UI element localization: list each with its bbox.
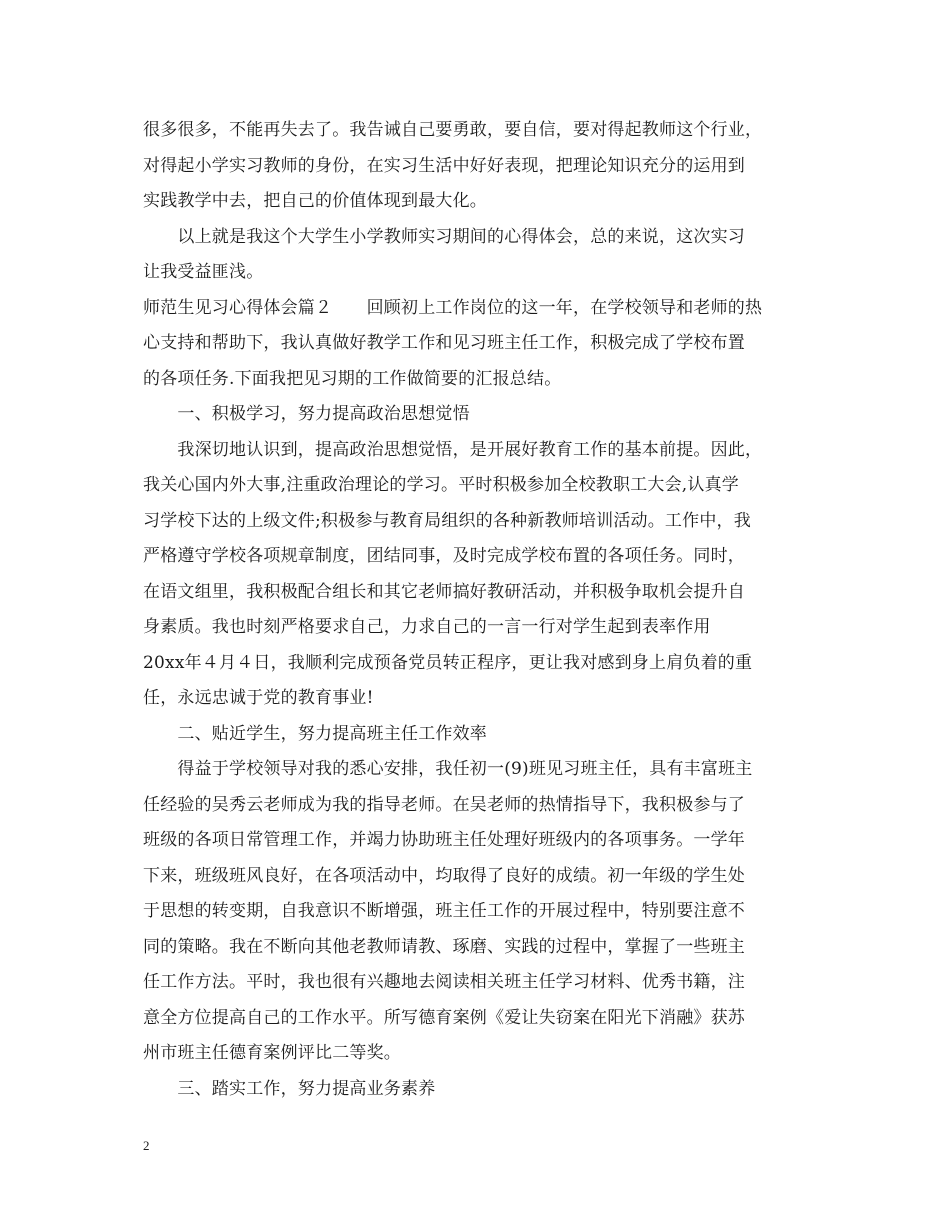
subheading-line: 一、积极学习，努力提高政治思想觉悟 bbox=[143, 404, 470, 424]
section-heading-line: 师范生见习心得体会篇２ 回顾初上工作岗位的这一年，在学校领导和老师的热 bbox=[143, 297, 763, 318]
subheading-line: 三、踏实工作，努力提高业务素养 bbox=[143, 1078, 436, 1099]
text-line: 于思想的转变期，自我意识不断增强，班主任工作的开展过程中，特别要注意不 bbox=[143, 901, 745, 921]
text-line: 任工作方法。平时，我也很有兴趣地去阅读相关班主任学习材料、优秀书籍，注 bbox=[143, 972, 745, 992]
text-line: 我深切地认识到，提高政治思想觉悟，是开展好教育工作的基本前提。因此， bbox=[143, 439, 763, 460]
document-body bbox=[143, 113, 813, 1107]
text-line: 任经验的吴秀云老师成为我的指导老师。在吴老师的热情指导下，我积极参与了 bbox=[143, 794, 745, 815]
text-line: 的各项任务.下面我把见习期的工作做简要的汇报总结。 bbox=[143, 368, 562, 389]
text-line: 得益于学校领导对我的悉心安排，我任初一(9)班见习班主任，具有丰富班主 bbox=[143, 759, 753, 779]
text-line: 实践教学中去，把自己的价值体现到最大化。 bbox=[143, 191, 487, 211]
text-line: 严格遵守学校各项规章制度，团结同事，及时完成学校布置的各项任务。同时， bbox=[143, 546, 745, 566]
text-line: 习学校下达的上级文件;积极参与教育局组织的各种新教师培训活动。工作中，我 bbox=[143, 510, 751, 531]
subheading-line: 二、贴近学生，努力提高班主任工作效率 bbox=[143, 723, 487, 744]
text-line: 意全方位提高自己的工作水平。所写德育案例《爱让失窃案在阳光下消融》获苏 bbox=[143, 1007, 745, 1028]
text-line: 身素质。我也时刻严格要求自己，力求自己的一言一行对学生起到表率作用 bbox=[143, 617, 711, 637]
text-line: 对得起小学实习教师的身份，在实习生活中好好表现，把理论知识充分的运用到 bbox=[143, 155, 745, 176]
page-number: 2 bbox=[143, 1138, 150, 1153]
text-line: 心支持和帮助下，我认真做好教学工作和见习班主任工作，积极完成了学校布置 bbox=[143, 333, 745, 353]
text-line: 任，永远忠诚于党的教育事业! bbox=[143, 688, 374, 708]
text-line: 我关心国内外大事,注重政治理论的学习。平时积极参加全校教职工大会,认真学 bbox=[143, 475, 740, 495]
text-line: 以上就是我这个大学生小学教师实习期间的心得体会，总的来说，这次实习 bbox=[143, 226, 745, 247]
text-line: 20xx年４月４日，我顺利完成预备党员转正程序，更让我对感到身上肩负着的重 bbox=[143, 652, 753, 673]
text-line: 在语文组里，我积极配合组长和其它老师搞好教研活动，并积极争取机会提升自 bbox=[143, 581, 745, 602]
text-line: 州市班主任德育案例评比二等奖。 bbox=[143, 1043, 401, 1063]
text-line: 让我受益匪浅。 bbox=[143, 262, 264, 282]
text-line: 下来，班级班风良好，在各项活动中，均取得了良好的成绩。初一年级的学生处 bbox=[143, 865, 745, 886]
text-line: 班级的各项日常管理工作，并竭力协助班主任处理好班级内的各项事务。一学年 bbox=[143, 830, 745, 850]
text-line: 很多很多，不能再失去了。我告诫自己要勇敢，要自信，要对得起教师这个行业， bbox=[143, 120, 763, 140]
text-line: 同的策略。我在不断向其他老教师请教、琢磨、实践的过程中，掌握了一些班主 bbox=[143, 936, 745, 957]
